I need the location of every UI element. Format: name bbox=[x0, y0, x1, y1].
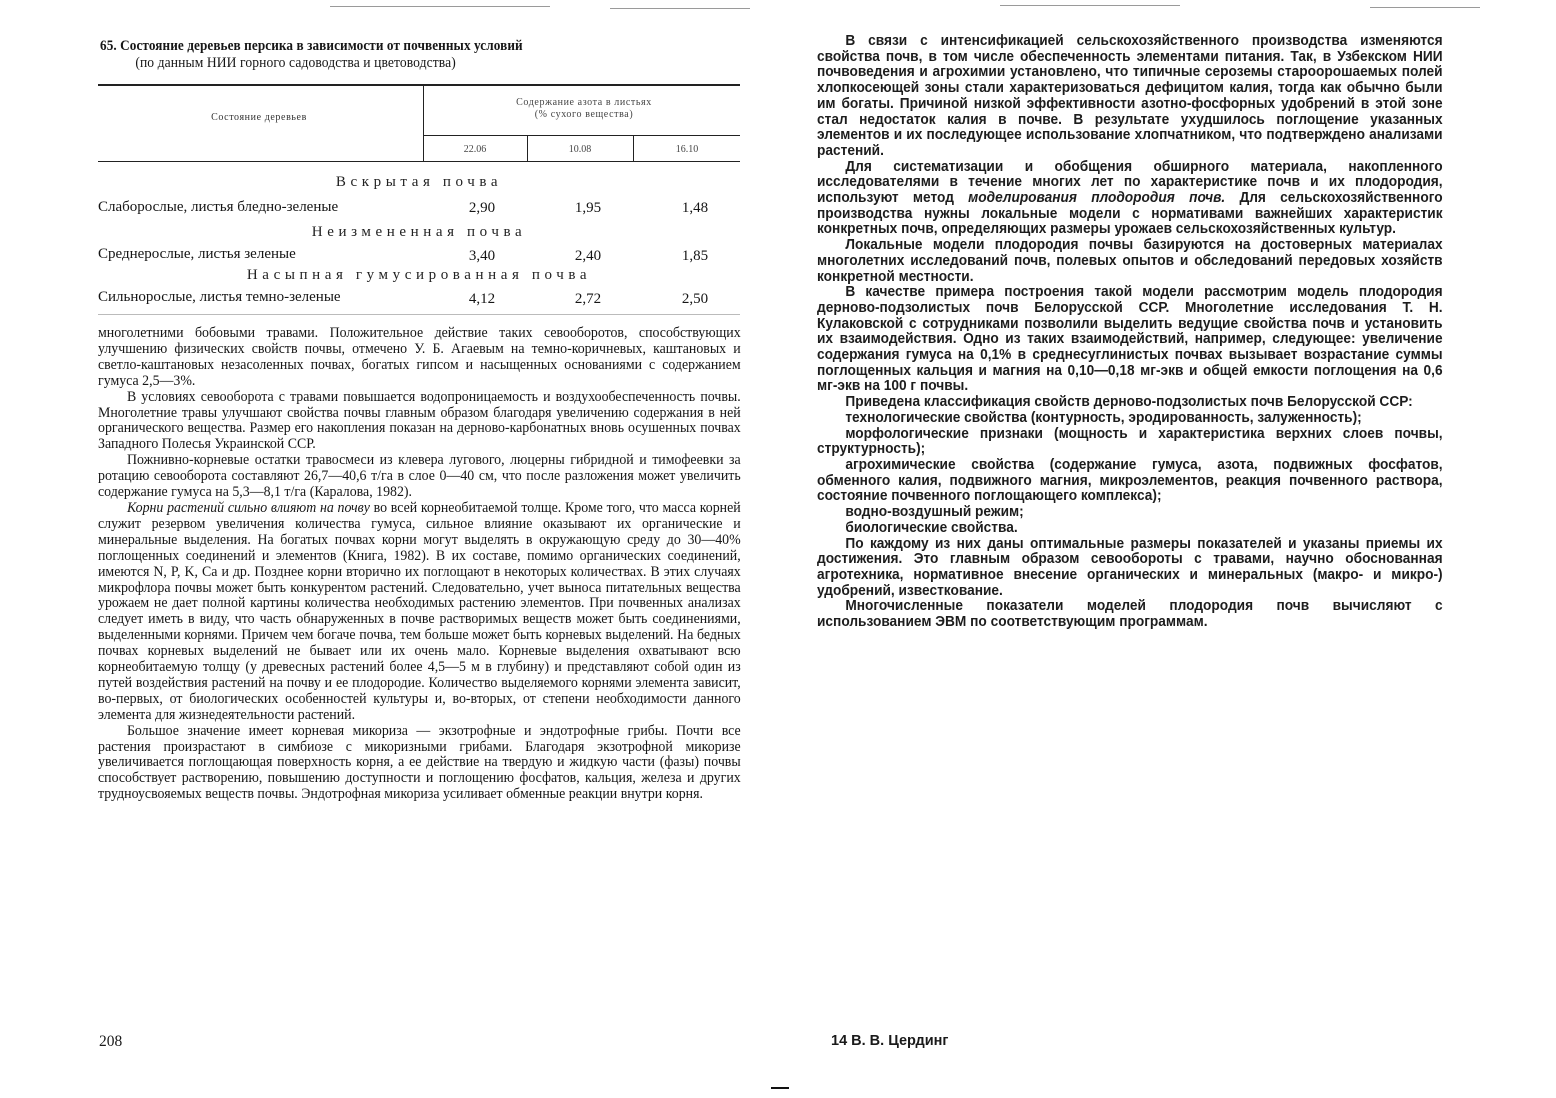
italic-term: моделирования плодородия почв. bbox=[968, 190, 1226, 207]
table-cell: 1,85 bbox=[681, 248, 709, 264]
table-section-heading: Неизмененная почва bbox=[311, 224, 527, 240]
table-cell: 3,40 bbox=[468, 248, 496, 264]
paragraph-modeling bbox=[817, 160, 1443, 239]
table-cell: 2,72 bbox=[574, 291, 602, 307]
table-date-header: 10.08 bbox=[568, 144, 592, 155]
paragraph: Пожнивно-корневые остатки травосмеси из клевера лугового, люцерны гибридной и тимофеевки за ротацию севооборота составляют 26,7—40,6 т/га в слое 0—40 см, что после разложения может увеличить содержание гумуса на 5,3—8,1 т/га (Каралова, 1982). bbox=[98, 452, 741, 501]
table-date-header: 22.06 bbox=[463, 144, 487, 155]
paragraph: многолетними бобовыми травами. Положительное действие таких севооборотов, способствующих улучшению физических свойств почвы, отмечено У. Б. Агаевым на темно-коричневых, каштановых и светло-каштановых незасоленных почвах, богатых гипсом и насыщенных основаниями с содержанием гумуса 2,5—3%. bbox=[98, 325, 741, 389]
table-cell: 4,12 bbox=[468, 291, 496, 307]
table-group-header-line1: Содержание азота в листьях bbox=[516, 97, 652, 108]
paragraph: Приведена классификация свойств дерново-подзолистых почв Белорусской ССР: bbox=[845, 394, 1413, 411]
right-body-text bbox=[817, 34, 1443, 631]
table-row-label: Сильнорослые, листья темно-зеленые bbox=[98, 289, 341, 305]
list-item: морфологические признаки (мощность и характеристика верхних слоев почвы, структурность); bbox=[817, 425, 1443, 458]
list-item: технологические свойства (контурность, эродированность, залуженность); bbox=[845, 409, 1362, 426]
table-bottom-rule bbox=[98, 314, 740, 315]
table-caption-source: (по данным НИИ горного садоводства и цветоводства) bbox=[135, 55, 456, 71]
paragraph: В условиях севооборота с травами повышается водопроницаемость и воздухообеспеченность почвы. Многолетние травы улучшают свойства почвы главным образом благодаря увеличению содержания в ней органического вещества. Размер его накопления показан на дерново-карбонатных вновь осушенных почвах Западного Полесья Украинской ССР. bbox=[98, 388, 741, 453]
table-cell: 2,40 bbox=[574, 248, 602, 264]
paragraph: По каждому из них даны оптимальные размеры показателей и указаны приемы их достижения. Это главным образом севообороты с травами, научно обоснованная агротехника, нормативное внесение органических и минеральных (макро- и микро-) удобрений, известкование. bbox=[817, 535, 1443, 599]
table-cell: 2,50 bbox=[681, 291, 709, 307]
table-group-rule bbox=[423, 135, 740, 136]
list-item: агрохимические свойства (содержание гумуса, азота, подвижных фосфатов, обменного калия, подвижного магния, микроэлементов, реакция почвенного раствора, состояние почвенного поглощающего комплекса); bbox=[817, 456, 1443, 505]
table-top-rule bbox=[98, 84, 740, 86]
paragraph-lead: Для систематизации и обобщения обширного материала, накопленного исследователями в течение многих лет по характеристике почв и их плодородия, используют метод bbox=[817, 158, 1443, 207]
paragraph-roots bbox=[98, 501, 741, 724]
italic-lead: Корни растений сильно влияют на почву bbox=[126, 499, 370, 516]
paragraph: Локальные модели плодородия почвы базируются на достоверных материалах многолетних исследований почв, полевых опытов и обследований передовых хозяйств конкретной местности. bbox=[817, 237, 1443, 285]
page-number: 208 bbox=[99, 1033, 123, 1050]
table-date-divider-2 bbox=[633, 136, 634, 162]
paragraph-tail: Для сельскохозяйственного производства нужны локальные модели с нормативами важнейших характеристик конкретных почв, определяющих размеры урожаев сельскохозяйственных культур. bbox=[817, 190, 1443, 238]
table-caption bbox=[100, 38, 695, 72]
table-section-heading: Вскрытая почва bbox=[335, 174, 503, 190]
scan-noise bbox=[1000, 5, 1180, 6]
table-stub-header: Состояние деревьев bbox=[211, 112, 307, 123]
signature-mark: 14 В. В. Цердинг bbox=[831, 1033, 949, 1049]
scan-noise bbox=[610, 8, 750, 9]
table-cell: 1,95 bbox=[574, 200, 602, 216]
binding-mark bbox=[771, 1087, 789, 1089]
lead-tail: во всей корнеобитаемой толще. bbox=[369, 499, 562, 516]
paragraph: В связи с интенсификацией сельскохозяйственного производства изменяются свойства почв, в том числе обеспеченность элементами питания. Так, в Узбекском НИИ почвоведения и агрохимии установлено, что типичные сероземы староорошаемых полей хлопкосеющей зоны стали характеризоваться дефицитом калия, тогда как обычно были им богаты. Причиной низкой эффективности азотно-фосфорных удобрений в этой зоне стал недостаток калия в почве. В результате ухудшилось поглощение указанных элементов и их последующее использование хлопчатником, что подтверждено анализами растений. bbox=[817, 33, 1443, 159]
list-item: водно-воздушный режим; bbox=[845, 504, 1024, 521]
table-stub-divider bbox=[423, 84, 424, 162]
paragraph: Многочисленные показатели моделей плодородия почв вычисляют с использованием ЭВМ по соответствующим программам. bbox=[817, 598, 1443, 631]
right-page bbox=[778, 0, 1556, 1098]
table-caption-title: 65. Состояние деревьев персика в зависимости от почвенных условий bbox=[100, 38, 523, 54]
table-row-label: Слаборослые, листья бледно-зеленые bbox=[98, 199, 339, 215]
paragraph: В качестве примера построения такой модели рассмотрим модель плодородия дерново-подзолистых почв Белорусской ССР. Многолетние исследования Т. Н. Кулаковской с сотрудниками позволили выделить ведущие свойства почв и установить их взаимодействия. Одно из таких взаимодействий, например, следующее: увеличение содержания гумуса на 0,1% в среднесуглинистых почвах вызывает возрастание суммы поглощенных кальция и магния на 0,10—0,18 мг-экв и общей емкости поглощения на 0,6 мг-экв на 100 г почвы. bbox=[817, 284, 1443, 395]
paragraph-body: Кроме того, что масса корней служит резервом увеличения количества гумуса, сильное влияние оказывают их органические и минеральные выделения. На богатых почвах корни могут выделять в окружающую среду до 30—40% поглощенных соединений и элементов (Книга, 1982). В их составе, помимо органических соединений, имеются N, P, K, Ca и др. Позднее корни вторично их поглощают в некоторых количествах. В этих случаях микрофлора почвы может быть конкурентом растений. Следовательно, учет выноса питательных вещества урожаем не дает полной картины количества необходимых растению элементов. При почвенных анализах следует иметь в виду, что часть обнаруженных в почве растворимых веществ может быть соединениями, выделенными корнями. Причем чем богаче почва, тем больше может быть корневых выделений. На бедных почвах корневых выделений не бывает или их очень мало. Корневые выделения охватывают всю корнеобитаемую толщу (у древесных растений более 4,5—5 м в глубину) и представляют собой один из путей воздействия растений на почву и ее плодородие. Количество выделяемого корнями элемента зависит, во-первых, от биологических особенностей культуры и, во-вторых, от степени необходимости данного элемента для жизнедеятельности растений. bbox=[98, 499, 741, 723]
table-date-header: 16.10 bbox=[675, 144, 699, 155]
table-section-heading: Насыпная гумусированная почва bbox=[246, 267, 592, 283]
table-header-bottom-rule bbox=[98, 161, 740, 162]
left-body-text bbox=[98, 326, 741, 803]
table-group-header-line2: (% сухого вещества) bbox=[534, 109, 634, 120]
list-item: биологические свойства. bbox=[845, 519, 1018, 536]
table-group-header bbox=[428, 97, 740, 121]
table-row-label: Среднерослые, листья зеленые bbox=[98, 246, 296, 262]
paragraph: Большое значение имеет корневая микориза — экзотрофные и эндотрофные грибы. Почти все растения произрастают в симбиозе с микоризными грибами. Благодаря экзотрофной микоризе увеличивается поглощающая поверхность корня, а ее действие на твердую и жидкую части (фазы) почвы способствует растворению, повышению доступности и поглощению фосфатов, кальция, железа и других трудноусвояемых веществ почвы. Эндотрофная микориза усиливает обменные реакции внутри корня. bbox=[98, 722, 741, 803]
table-cell: 2,90 bbox=[468, 200, 496, 216]
scan-noise bbox=[1370, 7, 1480, 8]
table-date-divider-1 bbox=[527, 136, 528, 162]
scan-noise bbox=[330, 6, 550, 7]
table-cell: 1,48 bbox=[681, 200, 709, 216]
